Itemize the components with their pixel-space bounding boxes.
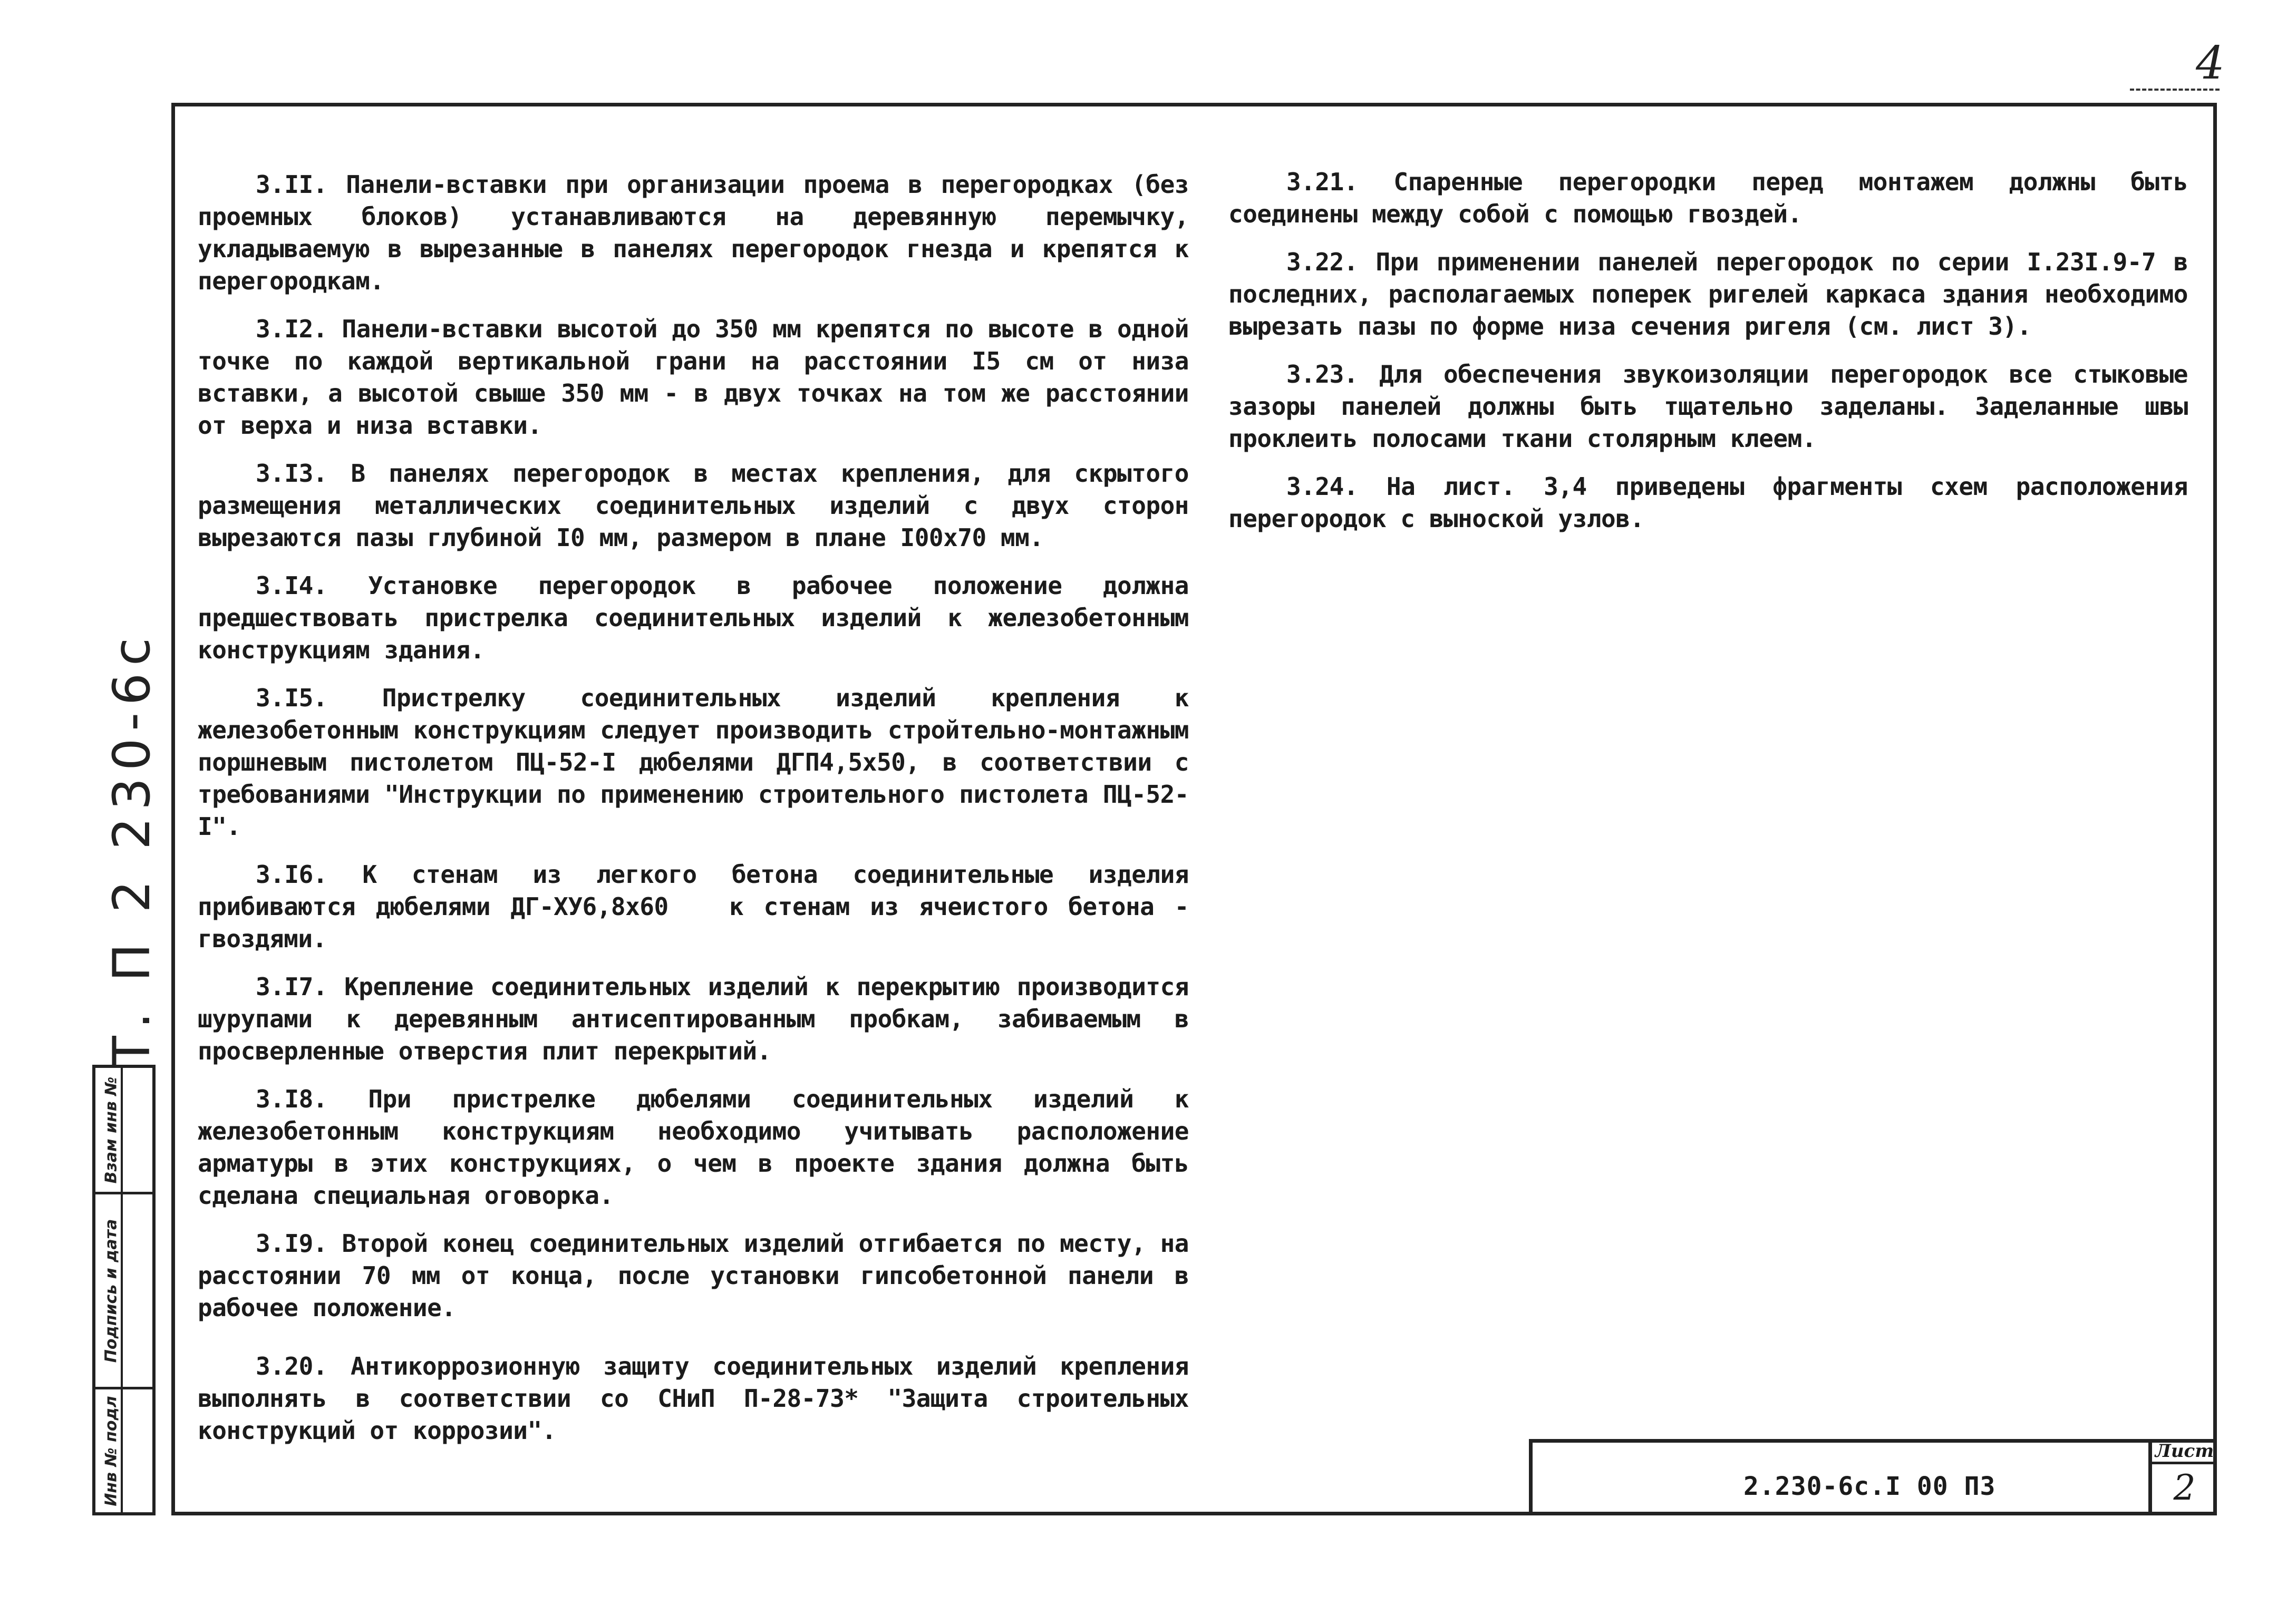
page-number: 4 — [2196, 37, 2225, 90]
right-text-column — [1228, 166, 2203, 551]
stamp-cell-original-inventory — [95, 1389, 152, 1512]
paragraph-3-22: 3.22. При применении панелей перегородок по серии I.23I.9-7 в последних, располагаемых поперек ригелей каркаса здания необходимо вырезать пазы по форме низа сечения ригеля (см. лист 3). — [1228, 248, 2203, 341]
paragraph-3-15: 3.I5. Пристрелку соединительных изделий крепления к железобетонным конструкциям следует производить стройтельно-монтажным поршневым пистолетом ПЦ-52-I дюбелями ДГП4,5х50, в соответствии с требованиями "Инструкции по применению строительного пистолета ПЦ-52-I". — [198, 684, 1204, 841]
stamp-label-signature-date — [100, 1194, 123, 1387]
sheet-label: Лист — [2152, 1439, 2217, 1464]
paragraph-3-12: 3.I2. Панели-вставки высотой до 350 мм крепятся по высоте в одной точке по каждой вертикальной грани на расстоянии I5 см от низа вставки, а высотой свыше 350 мм - в двух точках на том же расстоянии от верха и низа вставки. — [198, 315, 1204, 440]
side-document-code — [79, 630, 185, 1067]
paragraph-3-11: 3.II. Панели-вставки при организации проема в перегородках (без проемных блоков) устанавливаются на деревянную перемычку, укладываемую в вырезанные в панелях перегородок гнезда и крепятся к перегородкам. — [198, 170, 1204, 295]
paragraph-3-19: 3.I9. Второй конец соединительных изделий отгибается по месту, на расстоянии 70 мм от конца, после установки гипсобетонной панели в рабочее положение. — [198, 1229, 1204, 1322]
stamp-label-replacement-inventory — [100, 1068, 123, 1192]
paragraph-3-23: 3.23. Для обеспечения звукоизоляции перегородок все стыковые зазоры панелей должны быть тщательно заделаны. Заделанные швы проклеить полосами ткани столярным клеем. — [1228, 360, 2203, 453]
paragraph-3-20: 3.20. Антикоррозионную защиту соединительных изделий крепления выполнять в соответствии со СНиП П-28-73* "Защита строительных конструкций от коррозии". — [198, 1352, 1204, 1445]
stamp-label-original-inventory — [100, 1389, 123, 1512]
sheet-box — [2148, 1439, 2217, 1515]
title-block — [1529, 1439, 2217, 1515]
paragraph-3-14: 3.I4. Установке перегородок в рабочее положение должна предшествовать пристрелка соединительных изделий к железобетонным конструкциям здания. — [198, 571, 1204, 664]
paragraph-3-18: 3.I8. При пристрелке дюбелями соединительных изделий к железобетонным конструкциям необходимо учитывать расположение арматуры в этих конструкциях, о чем в проекте здания должна быть сделана специальная оговорка. — [198, 1085, 1204, 1210]
paragraph-3-16: 3.I6. К стенам из легкого бетона соединительные изделия прибиваются дюбелями ДГ-ХУ6,8х60 к стенам из ячеистого бетона - гвоздями. — [198, 860, 1204, 953]
stamp-label-replacement-inventory-text: Взам инв № — [102, 1076, 121, 1183]
stamp-cell-signature-date — [95, 1194, 152, 1389]
stamp-label-signature-date-text: Подпись и дата — [102, 1219, 121, 1363]
stamp-label-original-inventory-text: Инв № подл — [102, 1395, 121, 1506]
left-text-column — [198, 169, 1204, 1463]
sheet-number: 2 — [2173, 1467, 2196, 1508]
side-stamp — [92, 1065, 156, 1515]
page-number-underline — [2130, 89, 2220, 91]
paragraph-3-21: 3.21. Спаренные перегородки перед монтажем должны быть соединены между собой с помощью гвоздей. — [1228, 168, 2203, 228]
side-document-code-text: Т. П 2 230-6с — [102, 630, 161, 1067]
paragraph-3-13: 3.I3. В панелях перегородок в местах крепления, для скрытого размещения металлических соединительных изделий с двух сторон вырезаются пазы глубиной I0 мм, размером в плане I00х70 мм. — [198, 459, 1204, 552]
stamp-cell-replacement-inventory — [95, 1068, 152, 1194]
paragraph-3-24: 3.24. На лист. 3,4 приведены фрагменты схем расположения перегородок с выноской узлов. — [1228, 472, 2203, 533]
document-code: 2.230-6с.I 00 ПЗ — [1743, 1472, 1996, 1501]
paragraph-3-17: 3.I7. Крепление соединительных изделий к перекрытию производится шурупами к деревянным антисептированным пробкам, забиваемым в просверленные отверстия плит перекрытий. — [198, 973, 1204, 1065]
